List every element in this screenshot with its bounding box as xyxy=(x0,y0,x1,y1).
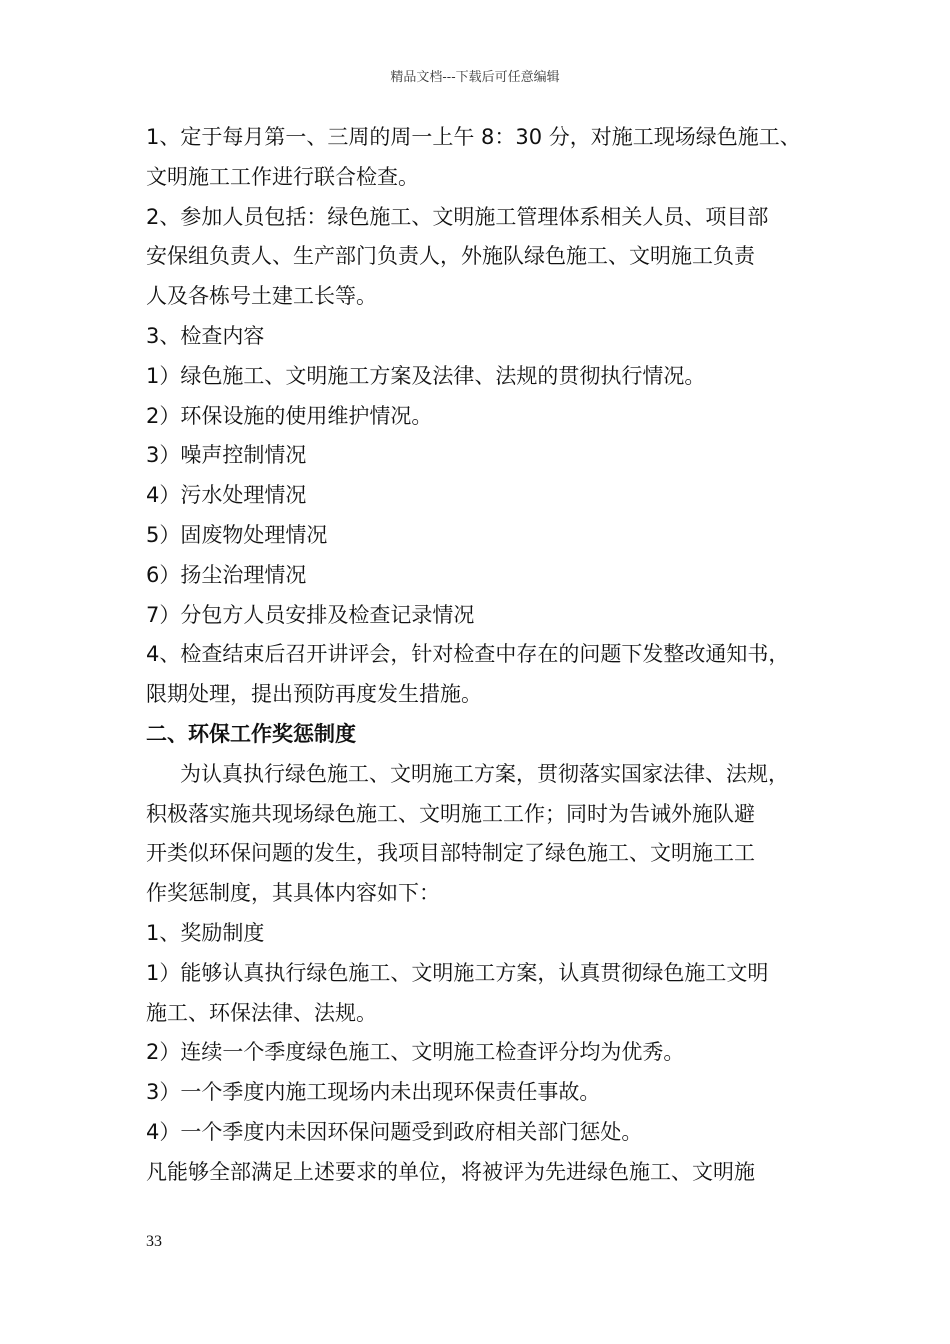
text-line: 2）连续一个季度绿色施工、文明施工检查评分均为优秀。 xyxy=(146,1040,685,1065)
text-line: 施工、环保法律、法规。 xyxy=(146,1000,377,1025)
text-line: 文明施工工作进行联合检查。 xyxy=(146,164,419,189)
text-line: 5）固废物处理情况 xyxy=(146,522,328,547)
text-line: 3、检查内容 xyxy=(146,323,265,348)
page-body xyxy=(146,118,816,1193)
text-line: 作奖惩制度，其具体内容如下： xyxy=(146,881,440,906)
text-line: 限期处理，提出预防再度发生措施。 xyxy=(146,682,482,707)
text-line: 安保组负责人、生产部门负责人，外施队绿色施工、文明施工负责 xyxy=(146,244,755,269)
text-line: 2）环保设施的使用维护情况。 xyxy=(146,403,433,428)
text-line: 4）一个季度内未因环保问题受到政府相关部门惩处。 xyxy=(146,1119,643,1144)
text-line: 3）噪声控制情况 xyxy=(146,443,307,468)
text-line: 1、定于每月第一、三周的周一上午 8：30 分，对施工现场绿色施工、 xyxy=(146,125,801,149)
text-line: 2、参加人员包括：绿色施工、文明施工管理体系相关人员、项目部 xyxy=(146,204,769,229)
text-line: 7）分包方人员安排及检查记录情况 xyxy=(146,602,475,627)
text-line: 4）污水处理情况 xyxy=(146,483,307,508)
text-line: 1）能够认真执行绿色施工、文明施工方案，认真贯彻绿色施工文明 xyxy=(146,960,769,985)
text-line: 1、奖励制度 xyxy=(146,920,265,945)
section-heading: 二、环保工作奖惩制度 xyxy=(146,721,356,746)
text-line: 人及各栋号土建工长等。 xyxy=(146,284,377,309)
text-line: 开类似环保问题的发生，我项目部特制定了绿色施工、文明施工工 xyxy=(146,841,755,866)
text-line: 凡能够全部满足上述要求的单位，将被评为先进绿色施工、文明施 xyxy=(146,1159,755,1184)
text-line: 3）一个季度内施工现场内未出现环保责任事故。 xyxy=(146,1080,601,1105)
page-number: 33 xyxy=(146,1233,162,1250)
text-line: 6）扬尘治理情况 xyxy=(146,562,307,587)
text-line: 1）绿色施工、文明施工方案及法律、法规的贯彻执行情况。 xyxy=(146,363,706,388)
text-line: 4、检查结束后召开讲评会，针对检查中存在的问题下发整改通知书， xyxy=(146,642,790,667)
text-line: 为认真执行绿色施工、文明施工方案，贯彻落实国家法律、法规， xyxy=(180,761,789,786)
text-line: 积极落实施共现场绿色施工、文明施工工作；同时为告诫外施队避 xyxy=(146,801,755,826)
page-header: 精品文档---下载后可任意编辑 xyxy=(390,70,560,85)
